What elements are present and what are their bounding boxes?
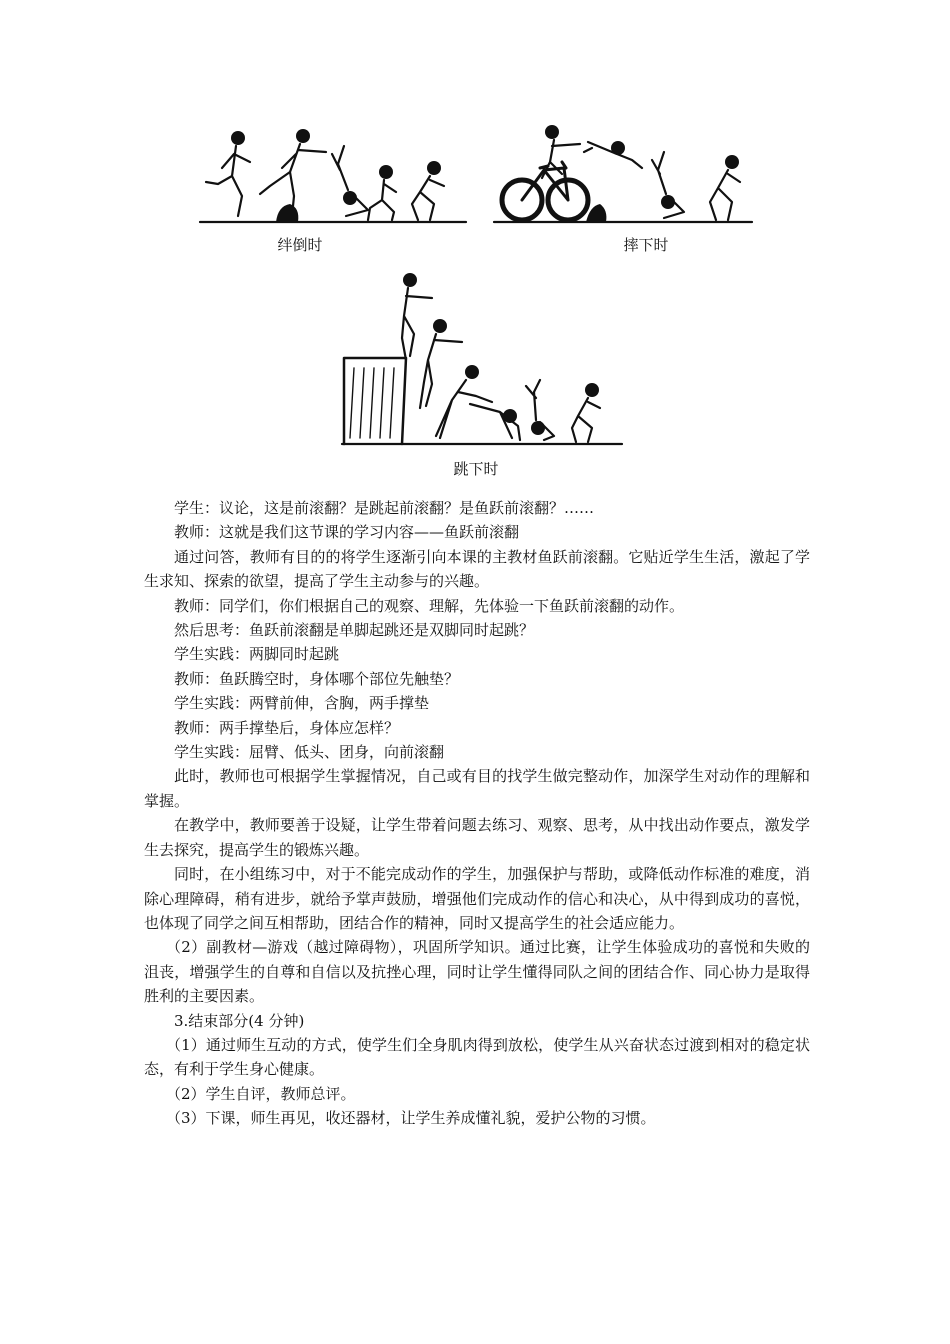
paragraph: （2）副教材—游戏（越过障碍物），巩固所学知识。通过比赛，让学生体验成功的喜悦和失败的沮丧，增强学生的自尊和自信以及抗挫心理，同时让学生懂得同队之间的团结合作、同心协力是取得胜利的主要因素。 (144, 938, 810, 1006)
paragraph: 学生：议论，这是前滚翻？是跳起前滚翻？是鱼跃前滚翻？…… (174, 499, 595, 517)
section-heading: 3.结束部分(4 分钟) (174, 1011, 305, 1030)
paragraph: 教师：鱼跃腾空时，身体哪个部位先触垫？ (174, 669, 460, 688)
paragraph: 此时，教师也可根据学生掌握情况，自己或有目的找学生做完整动作，加深学生对动作的理解和掌握。 (144, 767, 810, 810)
paragraph: 通过问答，教师有目的的将学生逐渐引向本课的主教材鱼跃前滚翻。它贴近学生生活，激起了学生求知、探索的欲望，提高了学生主动参与的兴趣。 (144, 547, 810, 591)
paragraph: 教师：两手撑垫后，身体应怎样？ (174, 718, 400, 737)
jump-illustration (340, 268, 624, 450)
paragraph: 教师：这就是我们这节课的学习内容——鱼跃前滚翻 (174, 523, 520, 542)
paragraph: （2）学生自评，教师总评。 (166, 1084, 356, 1103)
paragraph: 然后思考：鱼跃前滚翻是单脚起跳还是双脚同时起跳？ (174, 621, 535, 640)
paragraph: 学生实践：两臂前伸，含胸，两手撑垫 (174, 694, 430, 713)
body-text (144, 496, 810, 1131)
fall-illustration (492, 118, 754, 228)
paragraph: （3）下课，师生再见，收还器材，让学生养成懂礼貌，爱护公物的习惯。 (166, 1109, 656, 1128)
paragraph: 学生实践：两脚同时起跳 (174, 645, 340, 664)
trip-caption: 绊倒时 (277, 236, 323, 254)
paragraph: 教师：同学们，你们根据自己的观察、理解，先体验一下鱼跃前滚翻的动作。 (174, 596, 685, 615)
jump-caption: 跳下时 (453, 460, 499, 478)
paragraph: （1）通过师生互动的方式，使学生们全身肌肉得到放松，使学生从兴奋状态过渡到相对的稳定状态，有利于学生身心健康。 (144, 1035, 810, 1079)
trip-illustration (198, 118, 468, 228)
fall-caption: 摔下时 (623, 236, 669, 254)
paragraph: 在教学中，教师要善于设疑，让学生带着问题去练习、观察、思考，从中找出动作要点，激发学生去探究，提高学生的锻炼兴趣。 (144, 816, 810, 859)
paragraph: 同时，在小组练习中，对于不能完成动作的学生，加强保护与帮助，或降低动作标准的难度，消除心理障碍，稍有进步，就给予掌声鼓励，增强他们完成动作的信心和决心，从中得到成功的喜悦，也体现了同学之间互相帮助，团结合作的精神，同时又提高学生的社会适应能力。 (144, 865, 810, 932)
paragraph: 学生实践：屈臂、低头、团身，向前滚翻 (174, 743, 445, 762)
